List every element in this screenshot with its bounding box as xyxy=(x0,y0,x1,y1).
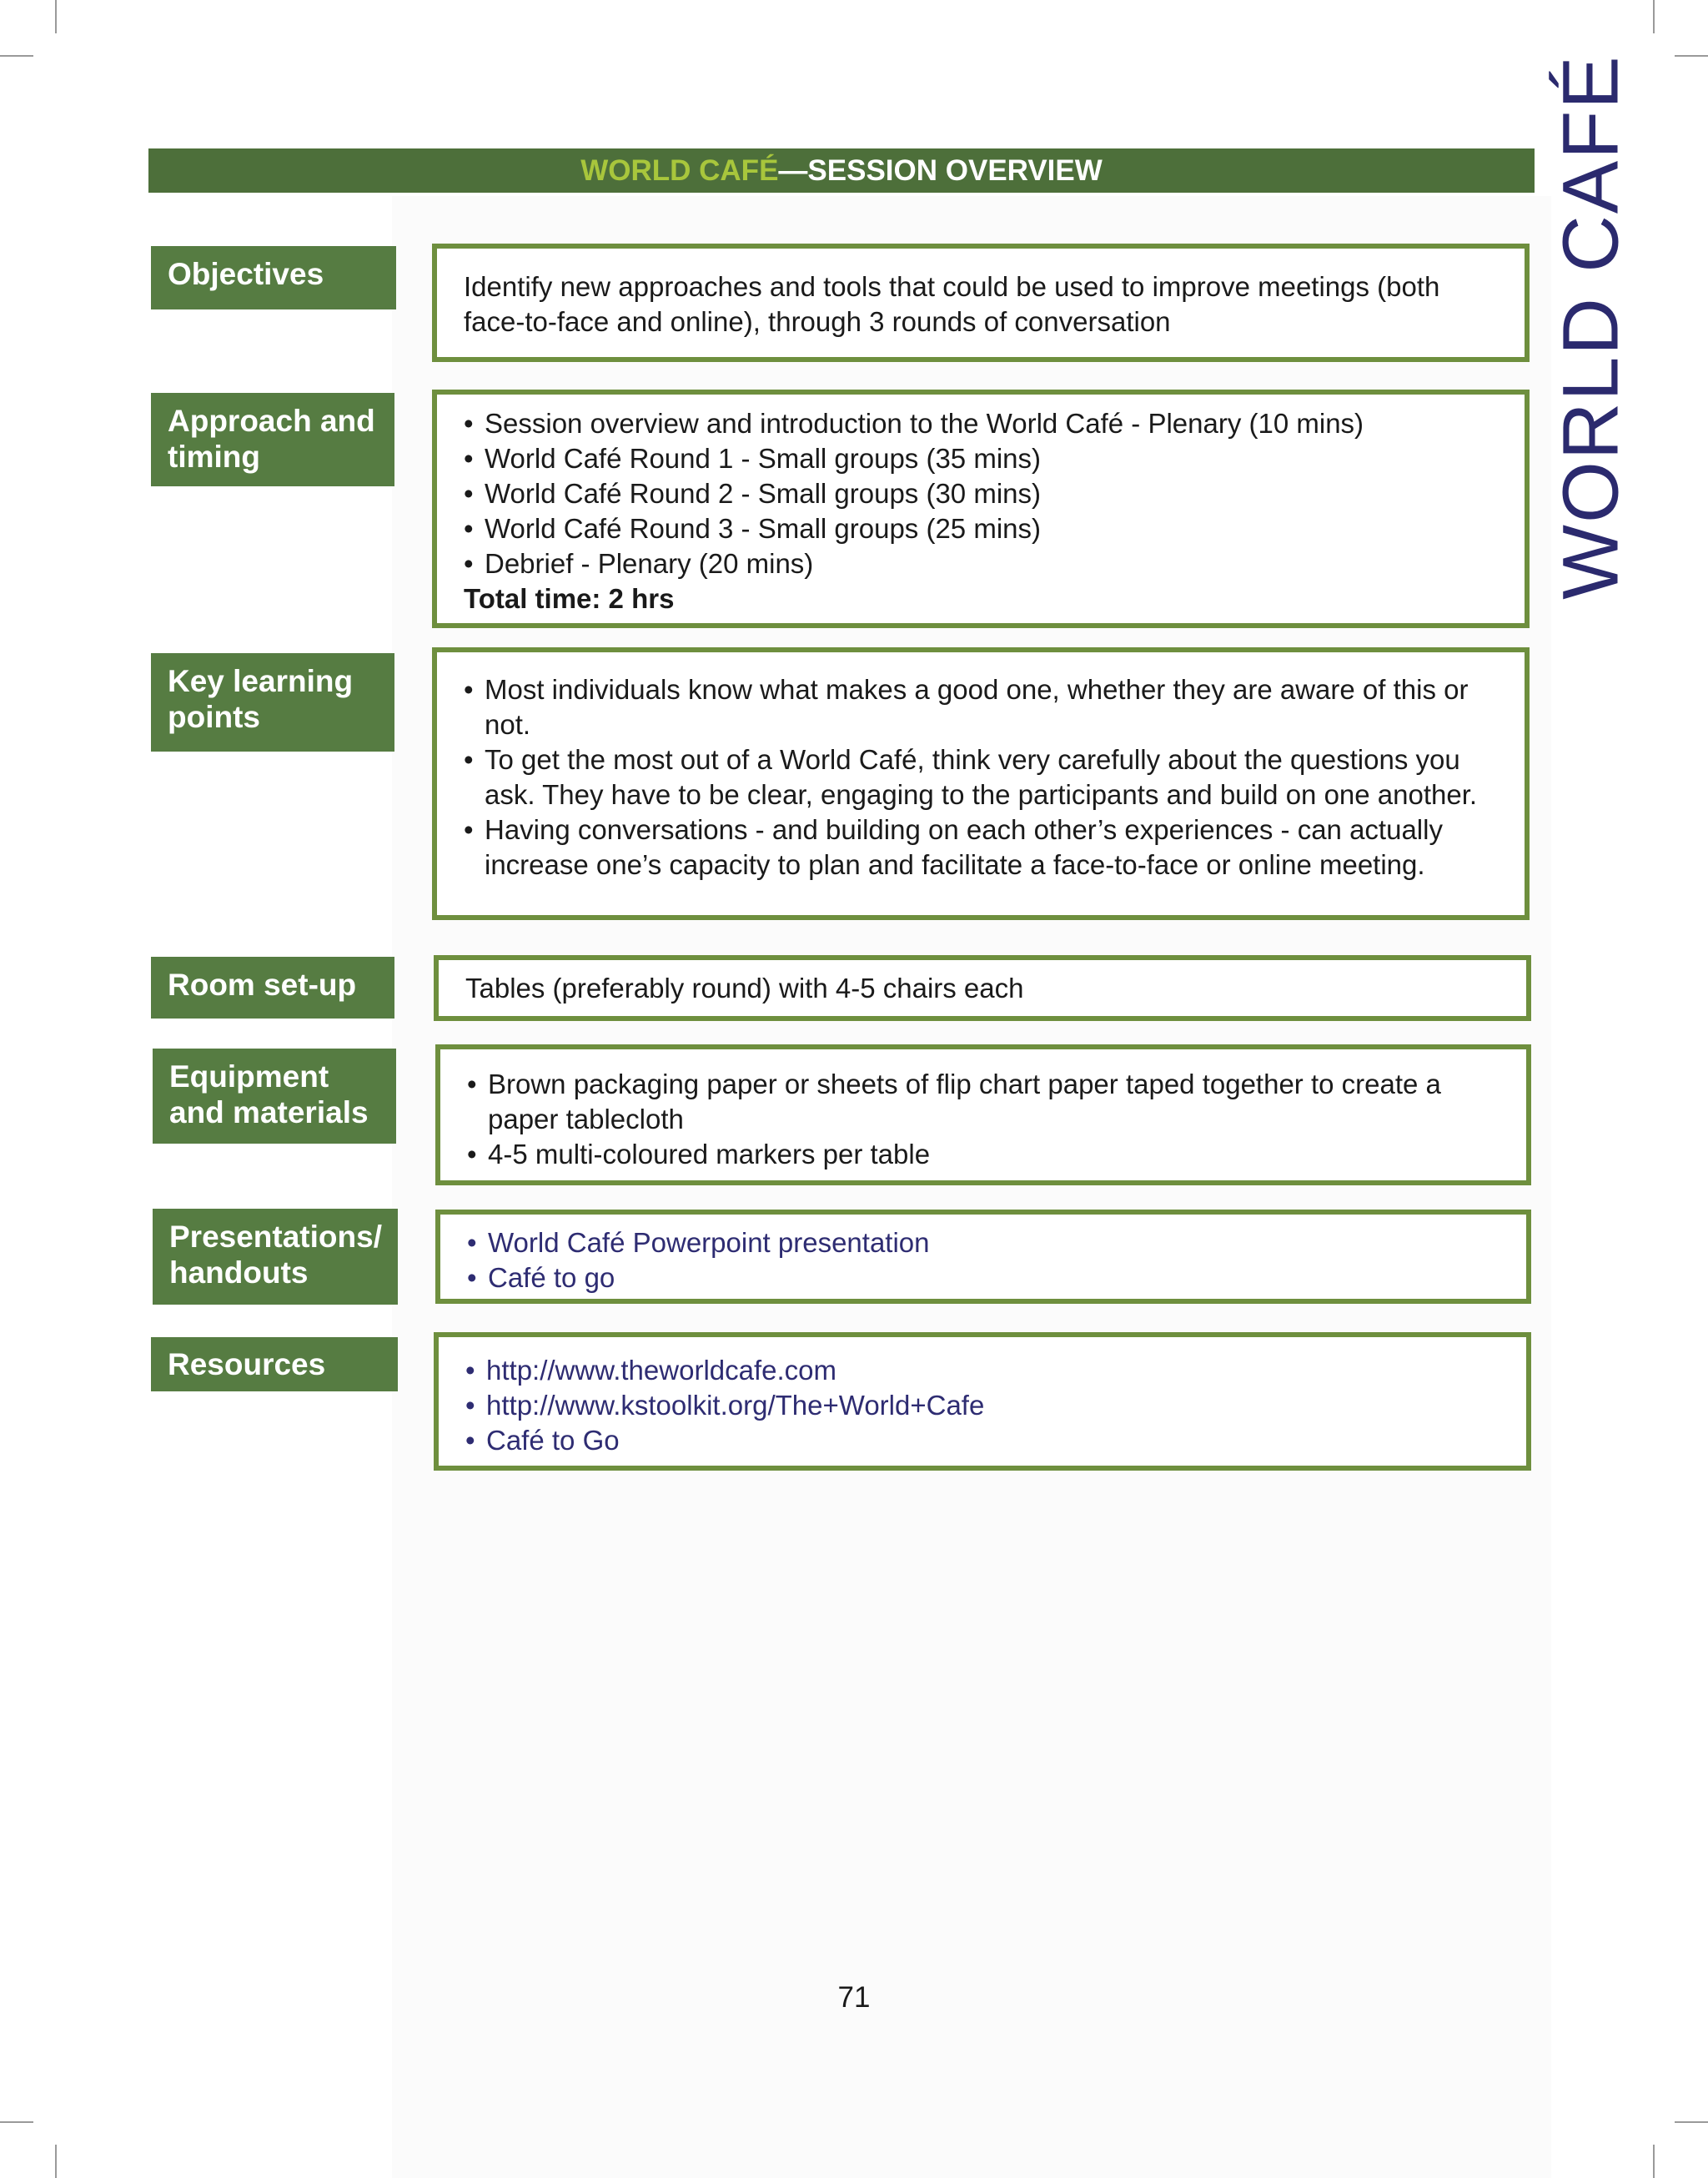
crop-mark xyxy=(1653,0,1655,33)
side-title-text: WORLD CAFÉ xyxy=(1546,54,1635,600)
banner-accent-text: WORLD CAFÉ xyxy=(580,154,779,187)
list-item: • World Café Round 3 - Small groups (25 mins) xyxy=(464,511,1498,546)
presentations-label xyxy=(153,1209,398,1305)
room-setup-text: Tables (preferably round) with 4-5 chairs each xyxy=(465,973,1024,1003)
learning-box xyxy=(432,647,1530,920)
equipment-label-text: Equipment and materials xyxy=(169,1059,369,1129)
crop-mark xyxy=(55,2145,57,2178)
room-setup-box xyxy=(434,955,1531,1021)
room-setup-label xyxy=(151,957,394,1019)
resource-link[interactable]: • http://www.kstoolkit.org/The+World+Cafe xyxy=(465,1388,1500,1423)
approach-label xyxy=(151,393,394,486)
learning-label xyxy=(151,653,394,752)
equipment-list xyxy=(467,1067,1500,1172)
objectives-box xyxy=(432,244,1530,362)
resources-box xyxy=(434,1332,1531,1471)
resources-list xyxy=(465,1353,1500,1458)
presentations-box xyxy=(435,1210,1531,1304)
list-item: • World Café Round 1 - Small groups (35 mins) xyxy=(464,441,1498,476)
list-item: • 4-5 multi-coloured markers per table xyxy=(467,1137,1500,1172)
session-overview-banner xyxy=(148,148,1535,193)
page-number: 71 xyxy=(837,1981,871,2014)
objectives-label xyxy=(151,246,396,309)
presentations-list xyxy=(467,1225,1500,1295)
approach-box xyxy=(432,390,1530,628)
crop-mark xyxy=(1653,2145,1655,2178)
list-item: • Most individuals know what makes a good one, whether they are aware of this or not. xyxy=(464,672,1501,742)
resource-link[interactable]: • Café to Go xyxy=(465,1423,1500,1458)
banner-title-text: —SESSION OVERVIEW xyxy=(778,154,1103,187)
objectives-label-text: Objectives xyxy=(168,257,324,291)
resources-label-text: Resources xyxy=(168,1347,326,1381)
resource-link[interactable]: • http://www.theworldcafe.com xyxy=(465,1353,1500,1388)
crop-mark xyxy=(1675,55,1708,57)
crop-mark xyxy=(0,55,33,57)
approach-list xyxy=(464,406,1498,581)
crop-mark xyxy=(0,2121,33,2123)
list-item: • Brown packaging paper or sheets of flip chart paper taped together to create a paper tablecloth xyxy=(467,1067,1500,1137)
equipment-box xyxy=(435,1044,1531,1185)
equipment-label xyxy=(153,1049,396,1144)
presentations-label-text: Presentations/ handouts xyxy=(169,1220,382,1290)
side-title xyxy=(1546,52,1635,602)
approach-label-text: Approach and timing xyxy=(168,404,375,474)
list-item: • Debrief - Plenary (20 mins) xyxy=(464,546,1498,581)
list-item: • Having conversations - and building on each other’s experiences - can actually increase one’s capacity to plan and facilitate a face-to-face or online meeting. xyxy=(464,812,1501,883)
crop-mark xyxy=(55,0,57,33)
list-item[interactable]: • Café to go xyxy=(467,1260,1500,1295)
crop-mark xyxy=(1675,2121,1708,2123)
list-item: • To get the most out of a World Café, think very carefully about the questions you ask. They have to be clear, engaging to the participants and build on one another. xyxy=(464,742,1501,812)
total-time: Total time: 2 hrs xyxy=(464,583,675,614)
room-setup-label-text: Room set-up xyxy=(168,968,357,1002)
list-item[interactable]: • World Café Powerpoint presentation xyxy=(467,1225,1500,1260)
list-item: • World Café Round 2 - Small groups (30 mins) xyxy=(464,476,1498,511)
learning-label-text: Key learning points xyxy=(168,664,354,734)
list-item: • Session overview and introduction to the World Café - Plenary (10 mins) xyxy=(464,406,1498,441)
learning-list xyxy=(464,672,1501,883)
objectives-text: Identify new approaches and tools that could be used to improve meetings (both face-to-face and online), through 3 rounds of conversation xyxy=(464,271,1440,337)
resources-label xyxy=(151,1337,398,1391)
